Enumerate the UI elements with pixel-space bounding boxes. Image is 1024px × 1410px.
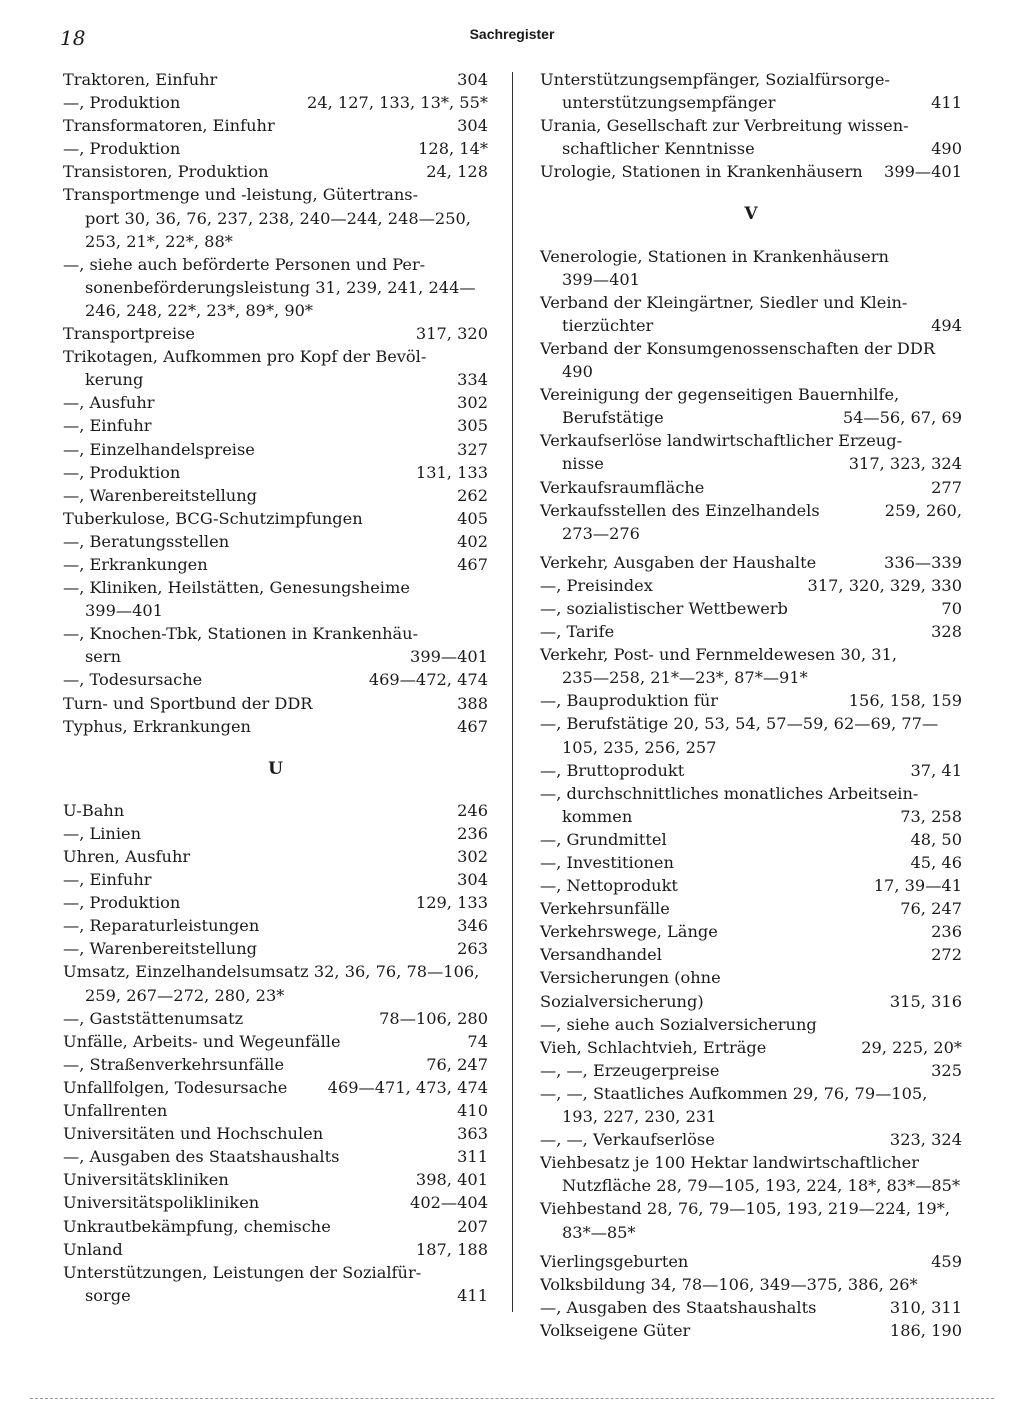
entry-term: —, Einfuhr <box>63 870 152 890</box>
entry-term: sorge <box>85 1285 131 1305</box>
entry-page-refs: 494 <box>931 315 962 335</box>
entry-term: —, Produktion <box>63 462 181 482</box>
index-entry <box>540 1013 962 1036</box>
entry-term: —, Reparaturleistungen <box>63 916 260 936</box>
index-entry <box>63 553 488 576</box>
entry-term: Verkehr, Ausgaben der Haushalte <box>540 552 817 572</box>
section-letter: V <box>744 204 758 225</box>
entry-page-refs: 310, 311 <box>889 1297 962 1317</box>
entry-term: Unterstützungen, Leistungen der Sozialfür- <box>63 1262 422 1282</box>
index-entry <box>63 530 488 553</box>
index-entry <box>540 574 962 597</box>
entry-term: Verkehrsunfälle <box>540 899 670 919</box>
index-entry <box>63 1261 488 1284</box>
entry-term: Transformatoren, Einfuhr <box>63 116 275 136</box>
index-entry <box>540 712 962 735</box>
index-entry <box>63 937 488 960</box>
entry-term: —, Ausfuhr <box>63 393 155 413</box>
entry-group <box>63 799 488 1307</box>
index-entry <box>540 966 962 1012</box>
entry-page-refs: 336—339 <box>884 552 962 572</box>
entry-term: —, durchschnittliches monatliches Arbeitsein- <box>540 783 919 803</box>
index-entry-continuation <box>63 1284 488 1307</box>
index-entry-continuation <box>63 207 488 230</box>
entry-page-refs: 128, 14* <box>418 139 488 159</box>
index-entry-continuation <box>63 230 488 253</box>
index-entry-continuation <box>540 452 962 475</box>
entry-term: Berufstätige <box>562 408 664 428</box>
entry-term: Universitätskliniken <box>63 1170 229 1190</box>
index-entry-continuation <box>63 645 488 668</box>
entry-term: —, Einzelhandelspreise <box>63 439 255 459</box>
entry-term: —, Produktion <box>63 93 181 113</box>
entry-term: schaftlicher Kenntnisse <box>562 139 755 159</box>
index-entry <box>540 920 962 943</box>
entry-page-refs: 399—401 <box>884 162 962 182</box>
index-entry-continuation <box>63 299 488 322</box>
entry-group <box>540 68 962 183</box>
entry-term: Unfälle, Arbeits- und Wegeunfälle <box>63 1031 341 1051</box>
index-entry-continuation <box>540 406 962 429</box>
index-entry-continuation <box>63 368 488 391</box>
entry-term: Vereinigung der gegenseitigen Bauernhilfe, <box>540 385 900 405</box>
index-entry <box>63 1122 488 1145</box>
index-entry <box>63 91 488 114</box>
index-entry-continuation <box>540 522 962 545</box>
entry-term: Umsatz, Einzelhandelsumsatz 32, 36, 76, 78—106, <box>63 962 480 982</box>
index-entry-continuation <box>540 1174 962 1197</box>
entry-term: Unkrautbekämpfung, chemische <box>63 1216 331 1236</box>
entry-term: —, siehe auch Sozialversicherung <box>540 1014 817 1034</box>
entry-group <box>63 68 488 738</box>
entry-term: Unland <box>63 1239 123 1259</box>
index-entry <box>540 759 962 782</box>
entry-page-refs: 304 <box>457 70 488 89</box>
index-entry <box>540 68 962 91</box>
index-entry <box>63 715 488 738</box>
index-entry <box>540 620 962 643</box>
entry-page-refs: 29, 225, 20* <box>861 1037 962 1057</box>
entry-term: —, Ausgaben des Staatshaushalts <box>63 1147 340 1167</box>
entry-term: —, siehe auch beförderte Personen und Per- <box>63 254 426 274</box>
index-entry <box>540 551 962 574</box>
entry-term: Viehbesatz je 100 Hektar landwirtschaftlicher <box>540 1153 919 1173</box>
entry-term: 83*—85* <box>562 1222 636 1242</box>
entry-page-refs: 277 <box>931 477 962 497</box>
page-number: 18 <box>60 26 86 50</box>
entry-page-refs: 17, 39—41 <box>873 876 962 896</box>
entry-term: —, Knochen-Tbk, Stationen in Krankenhäu- <box>63 624 419 644</box>
entry-term: 490 <box>562 362 593 382</box>
entry-term: Verkaufsraumfläche <box>540 477 705 497</box>
entry-term: Nutzfläche 28, 79—105, 193, 224, 18*, 83*—85* <box>562 1176 961 1196</box>
entry-term: Vieh, Schlachtvieh, Erträge <box>540 1037 767 1057</box>
entry-term: —, Produktion <box>63 139 181 159</box>
entry-term: Vierlingsgeburten <box>540 1251 689 1271</box>
entry-term: kommen <box>562 806 633 826</box>
entry-page-refs: 236 <box>931 922 962 942</box>
index-entry <box>63 1191 488 1214</box>
entry-page-refs: 323, 324 <box>889 1130 962 1150</box>
entry-term: Unfallrenten <box>63 1101 168 1121</box>
entry-page-refs: 402 <box>457 531 488 551</box>
index-entry <box>540 897 962 920</box>
entry-page-refs: 388 <box>457 693 488 713</box>
index-entry <box>540 1082 962 1105</box>
entry-page-refs: 76, 247 <box>426 1054 488 1074</box>
entry-page-refs: 304 <box>457 870 488 890</box>
index-entry <box>63 1053 488 1076</box>
index-entry <box>63 438 488 461</box>
entry-term: Verkaufsstellen des Einzelhandels <box>540 500 820 520</box>
index-entry-continuation <box>540 137 962 160</box>
entry-page-refs: 315, 316 <box>889 991 962 1011</box>
entry-term: Urologie, Stationen in Krankenhäusern <box>540 162 863 182</box>
entry-page-refs: 48, 50 <box>910 829 962 849</box>
entry-term: —, Straßenverkehrsunfälle <box>63 1054 285 1074</box>
index-entry <box>63 1030 488 1053</box>
entry-page-refs: 411 <box>931 93 962 113</box>
entry-term: Verband der Konsumgenossenschaften der DDR <box>540 338 936 358</box>
entry-term: —, Erkrankungen <box>63 554 208 574</box>
index-entry <box>540 160 962 183</box>
entry-term: Turn- und Sportbund der DDR <box>63 693 313 713</box>
index-column-left <box>63 68 488 1307</box>
index-entry <box>63 822 488 845</box>
entry-term: —, Todesursache <box>63 670 203 690</box>
index-entry <box>540 383 962 406</box>
index-entry <box>63 137 488 160</box>
entry-page-refs: 325 <box>931 1060 962 1080</box>
entry-page-refs: 129, 133 <box>415 893 488 913</box>
index-entry <box>63 183 488 206</box>
entry-page-refs: 156, 158, 159 <box>848 691 962 711</box>
index-entry <box>540 476 962 499</box>
index-entry <box>63 845 488 868</box>
index-entry-continuation <box>63 599 488 622</box>
entry-term: —, Bruttoprodukt <box>540 760 685 780</box>
index-entry <box>63 868 488 891</box>
entry-term: sonenbeförderungsleistung 31, 239, 241, 244— <box>85 277 476 297</box>
index-entry <box>540 1128 962 1151</box>
entry-term: —, Investitionen <box>540 853 674 872</box>
entry-page-refs: 236 <box>457 823 488 843</box>
entry-term: Urania, Gesellschaft zur Verbreitung wissen- <box>540 116 909 136</box>
entry-page-refs: 302 <box>457 847 488 866</box>
entry-term: kerung <box>85 370 144 390</box>
entry-term: Volkseigene Güter <box>540 1320 691 1340</box>
index-entry <box>540 851 962 874</box>
index-entry <box>63 345 488 368</box>
entry-term: —, Ausgaben des Staatshaushalts <box>540 1297 817 1317</box>
entry-page-refs: 410 <box>457 1101 488 1121</box>
entry-page-refs: 246 <box>457 800 488 820</box>
entry-page-refs: 317, 320, 329, 330 <box>807 575 962 595</box>
entry-term: Unterstützungsempfänger, Sozialfürsorge- <box>540 70 890 89</box>
index-entry-continuation <box>540 314 962 337</box>
index-entry <box>63 891 488 914</box>
index-entry <box>540 643 962 666</box>
index-entry-continuation <box>540 268 962 291</box>
entry-term: —, Gaststättenumsatz <box>63 1008 244 1028</box>
entry-term: port 30, 36, 76, 237, 238, 240—244, 248—250, <box>85 208 471 228</box>
entry-page-refs: 411 <box>457 1285 488 1305</box>
entry-page-refs: 187, 188 <box>415 1239 488 1259</box>
entry-page-refs: 74 <box>467 1031 488 1051</box>
entry-term: Typhus, Erkrankungen <box>63 716 251 736</box>
index-entry-continuation <box>540 1105 962 1128</box>
entry-page-refs: 73, 258 <box>900 806 962 826</box>
index-entry <box>540 245 962 268</box>
index-entry-continuation <box>540 666 962 689</box>
entry-page-refs: 24, 127, 133, 13*, 55* <box>307 93 488 113</box>
index-entry <box>63 114 488 137</box>
entry-page-refs: 272 <box>931 945 962 965</box>
entry-page-refs: 398, 401 <box>415 1170 488 1190</box>
entry-term: Transportmenge und -leistung, Gütertrans- <box>63 185 419 205</box>
entry-page-refs: 317, 323, 324 <box>848 454 962 474</box>
index-entry <box>540 1197 962 1220</box>
index-entry <box>540 874 962 897</box>
index-entry <box>63 1099 488 1122</box>
entry-page-refs: 37, 41 <box>910 760 962 780</box>
index-entry <box>63 1076 488 1099</box>
index-entry <box>540 337 962 360</box>
entry-page-refs: 186, 190 <box>889 1320 962 1340</box>
entry-term: —, Bauproduktion für <box>540 691 719 711</box>
entry-term: 193, 227, 230, 231 <box>562 1107 717 1127</box>
entry-term: 246, 248, 22*, 23*, 89*, 90* <box>85 300 314 320</box>
entry-term: 399—401 <box>85 601 163 621</box>
footer-rule <box>30 1398 994 1399</box>
column-divider <box>512 72 513 1312</box>
entry-page-refs: 259, 260, <box>884 500 962 520</box>
entry-term: tierzüchter <box>562 315 654 335</box>
entry-page-refs: 402—404 <box>410 1193 488 1213</box>
entry-term: —, Warenbereitstellung <box>63 939 258 959</box>
entry-term: Verband der Kleingärtner, Siedler und Klein- <box>540 292 908 312</box>
entry-page-refs: 24, 128 <box>426 162 488 182</box>
index-entry <box>540 943 962 966</box>
index-entry <box>540 499 962 522</box>
entry-term: Traktoren, Einfuhr <box>63 70 218 89</box>
entry-page-refs: 131, 133 <box>415 462 488 482</box>
entry-page-refs: 317, 320 <box>415 324 488 344</box>
entry-term: Unfallfolgen, Todesursache <box>63 1077 288 1097</box>
index-entry-continuation <box>63 276 488 299</box>
entry-term: —, —, Staatliches Aufkommen 29, 76, 79—105, <box>540 1083 928 1103</box>
index-entry <box>63 414 488 437</box>
index-entry <box>63 1238 488 1261</box>
index-entry <box>63 322 488 345</box>
index-entry <box>540 1151 962 1174</box>
index-column-right <box>540 68 962 1342</box>
entry-term: Uhren, Ausfuhr <box>63 847 191 866</box>
entry-page-refs: 207 <box>457 1216 488 1236</box>
entry-term: sern <box>85 647 122 667</box>
entry-term: Universitäten und Hochschulen <box>63 1124 324 1144</box>
entry-page-refs: 76, 247 <box>900 899 962 919</box>
index-entry <box>63 484 488 507</box>
entry-page-refs: 459 <box>931 1251 962 1271</box>
index-entry <box>63 160 488 183</box>
entry-term: —, Produktion <box>63 893 181 913</box>
entry-term: Versandhandel <box>540 945 662 965</box>
index-entry <box>540 1273 962 1296</box>
entry-page-refs: 327 <box>457 439 488 459</box>
index-entry-continuation <box>540 360 962 383</box>
entry-page-refs: 311 <box>457 1147 488 1167</box>
index-entry <box>63 668 488 691</box>
index-entry <box>63 1007 488 1030</box>
entry-page-refs: 467 <box>457 554 488 574</box>
index-entry <box>540 1036 962 1059</box>
index-entry <box>63 1145 488 1168</box>
entry-page-refs: 70 <box>941 598 962 618</box>
entry-page-refs: 346 <box>457 916 488 936</box>
index-entry <box>540 782 962 805</box>
index-entry <box>540 291 962 314</box>
index-entry-continuation <box>540 805 962 828</box>
entry-term: —, Grundmittel <box>540 829 667 849</box>
entry-term: Verkaufserlöse landwirtschaftlicher Erzeug- <box>540 431 903 451</box>
entry-page-refs: 405 <box>457 508 488 528</box>
entry-term: Verkehrswege, Länge <box>540 922 718 942</box>
entry-page-refs: 302 <box>457 393 488 413</box>
entry-term: unterstützungsempfänger <box>562 93 776 113</box>
entry-term: —, Einfuhr <box>63 416 152 436</box>
index-entry <box>63 253 488 276</box>
entry-term: —, Berufstätige 20, 53, 54, 57—59, 62—69, 77— <box>540 714 939 734</box>
entry-group <box>540 245 962 1342</box>
entry-page-refs: 467 <box>457 716 488 736</box>
entry-term: —, Tarife <box>540 622 615 642</box>
index-entry <box>63 391 488 414</box>
index-entry-continuation <box>540 736 962 759</box>
entry-page-refs: 262 <box>457 485 488 505</box>
entry-term: —, Beratungsstellen <box>63 531 230 551</box>
entry-page-refs: 328 <box>931 622 962 642</box>
index-entry <box>540 1059 962 1082</box>
section-letter: U <box>268 758 283 779</box>
entry-term: 235—258, 21*—23*, 87*—91* <box>562 668 808 688</box>
entry-term: nisse <box>562 454 604 474</box>
index-entry <box>63 1215 488 1238</box>
index-entry <box>63 799 488 822</box>
entry-page-refs: 305 <box>457 416 488 436</box>
index-entry <box>540 597 962 620</box>
entry-term: —, Kliniken, Heilstätten, Genesungsheime <box>63 578 410 598</box>
entry-term: —, Warenbereitstellung <box>63 485 258 505</box>
index-entry-continuation <box>63 984 488 1007</box>
entry-term: 253, 21*, 22*, 88* <box>85 231 233 251</box>
entry-page-refs: 490 <box>931 139 962 159</box>
entry-page-refs: 304 <box>457 116 488 136</box>
entry-page-refs: 399—401 <box>410 647 488 667</box>
entry-page-refs: 363 <box>457 1124 488 1144</box>
entry-term: 273—276 <box>562 523 640 543</box>
entry-page-refs: 334 <box>457 370 488 390</box>
index-entry <box>63 576 488 599</box>
entry-page-refs: 469—471, 473, 474 <box>327 1077 488 1097</box>
entry-term: Transportpreise <box>63 324 196 344</box>
index-entry <box>540 828 962 851</box>
entry-page-refs: 263 <box>457 939 488 959</box>
entry-term: Venerologie, Stationen in Krankenhäusern <box>540 246 889 266</box>
index-entry <box>540 689 962 712</box>
index-entry-continuation <box>540 1221 962 1244</box>
entry-page-refs: 54—56, 67, 69 <box>842 408 962 428</box>
entry-term: U-Bahn <box>63 800 125 820</box>
index-entry <box>63 507 488 530</box>
entry-term: —, —, Erzeugerpreise <box>540 1060 720 1080</box>
index-entry <box>63 461 488 484</box>
index-entry <box>540 1296 962 1319</box>
running-title: Sachregister <box>469 26 555 42</box>
index-entry <box>540 429 962 452</box>
entry-term: 399—401 <box>562 269 640 289</box>
index-entry <box>540 1250 962 1273</box>
index-entry <box>63 1168 488 1191</box>
index-entry <box>63 692 488 715</box>
index-entry-continuation <box>540 91 962 114</box>
entry-term: Trikotagen, Aufkommen pro Kopf der Bevöl- <box>63 347 427 367</box>
entry-page-refs: 469—472, 474 <box>368 670 488 690</box>
entry-term: —, Preisindex <box>540 575 653 595</box>
index-entry <box>63 914 488 937</box>
entry-term: Transistoren, Produktion <box>63 162 269 182</box>
entry-term: —, Linien <box>63 823 142 843</box>
entry-term: 259, 267—272, 280, 23* <box>85 985 285 1005</box>
entry-term: Viehbestand 28, 76, 79—105, 193, 219—224, 19*, <box>540 1199 950 1219</box>
entry-term: Universitätspolikliniken <box>63 1193 260 1213</box>
entry-term: Volksbildung 34, 78—106, 349—375, 386, 26* <box>540 1274 918 1294</box>
entry-term: Versicherungen (ohne Sozialversicherung) <box>540 968 721 1011</box>
index-entry <box>540 1319 962 1342</box>
entry-page-refs: 78—106, 280 <box>379 1008 488 1028</box>
index-entry <box>63 960 488 983</box>
entry-page-refs: 45, 46 <box>910 853 962 872</box>
entry-term: Tuberkulose, BCG-Schutzimpfungen <box>63 508 363 528</box>
index-entry <box>63 68 488 91</box>
entry-term: —, Nettoprodukt <box>540 876 678 896</box>
index-entry <box>540 114 962 137</box>
entry-term: —, sozialistischer Wettbewerb <box>540 598 788 618</box>
entry-term: —, —, Verkaufserlöse <box>540 1130 715 1150</box>
entry-term: 105, 235, 256, 257 <box>562 737 717 757</box>
entry-term: Verkehr, Post- und Fernmeldewesen 30, 31, <box>540 645 898 665</box>
index-entry <box>63 622 488 645</box>
